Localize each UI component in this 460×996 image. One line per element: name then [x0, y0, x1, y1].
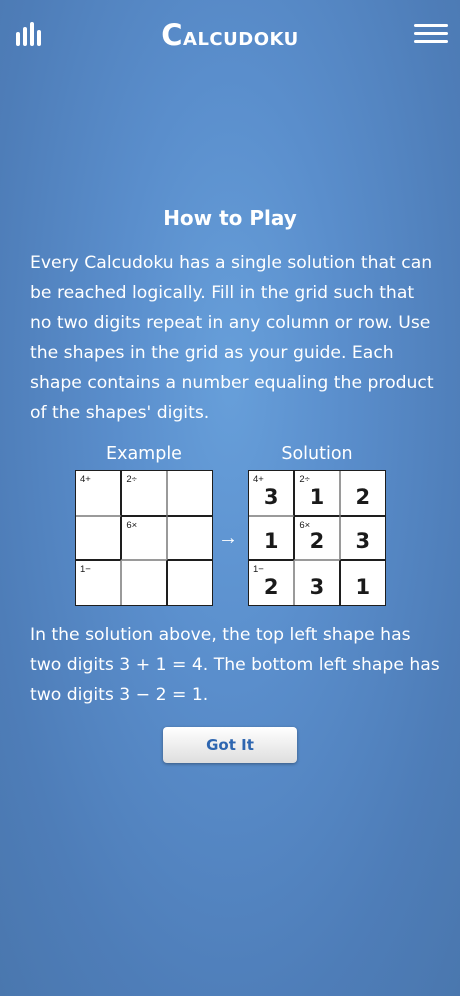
grid-cell [167, 516, 212, 561]
menu-icon-line [414, 40, 448, 43]
app-title [0, 18, 460, 52]
arrow-icon: → [218, 527, 238, 549]
solution-grid [248, 470, 386, 606]
grid-cell [167, 560, 212, 605]
example-label: Example [106, 444, 182, 464]
app-title-initial: C [161, 18, 184, 52]
hamburger-menu-icon[interactable] [414, 24, 448, 44]
cell-digit: 1 [309, 484, 325, 509]
example-grid [75, 470, 213, 606]
cell-digit: 2 [309, 529, 325, 554]
app-title-rest: alcudoku [183, 22, 299, 51]
grid-cell [294, 516, 339, 561]
grid-cell [340, 560, 385, 605]
menu-icon-line [414, 24, 448, 27]
grid-cell [249, 471, 294, 516]
grid-cell [340, 471, 385, 516]
explanation-text: In the solution above, the top left shape has two digits 3 + 1 = 4. The bottom left shape has two digits 3 − 2 = 1. [30, 625, 440, 705]
instructions-text: Every Calcudoku has a single solution that can be reached logically. Fill in the grid such that no two digits repeat in any column or row. Use the shapes in the grid as your guide. Each shape contains a number equaling the product of the shapes' digits. [30, 253, 434, 423]
cage-label: 4+ [80, 474, 91, 485]
grid-cell [76, 560, 121, 605]
grid-cell [121, 560, 166, 605]
how-to-play-title: How to Play [163, 206, 297, 230]
grid-cell [294, 471, 339, 516]
cell-digit: 3 [263, 484, 279, 509]
grid-cell [167, 471, 212, 516]
cage-label: 2÷ [299, 474, 310, 485]
got-it-button[interactable]: Got It [163, 727, 297, 763]
grid-cell [76, 471, 121, 516]
menu-icon-line [414, 32, 448, 35]
cell-digit: 3 [309, 575, 325, 599]
cell-digit: 3 [355, 529, 371, 554]
cage-label: 2÷ [126, 474, 137, 485]
cage-label: 4+ [253, 474, 264, 485]
grid-cell [340, 516, 385, 561]
grid-cell [121, 516, 166, 561]
cell-digit: 1 [263, 529, 279, 554]
grid-cell [76, 516, 121, 561]
cage-label: 6× [299, 519, 311, 531]
cage-label: 1− [80, 564, 91, 576]
solution-label: Solution [281, 444, 353, 464]
grid-cell [249, 560, 294, 605]
grid-cell [249, 516, 294, 561]
cage-label: 1− [253, 564, 264, 576]
cage-label: 6× [126, 519, 138, 531]
grid-cell [121, 471, 166, 516]
cell-digit: 1 [355, 575, 371, 599]
cell-digit: 2 [355, 484, 371, 509]
header [0, 0, 460, 70]
grid-cell [294, 560, 339, 605]
cell-digit: 2 [263, 575, 279, 599]
